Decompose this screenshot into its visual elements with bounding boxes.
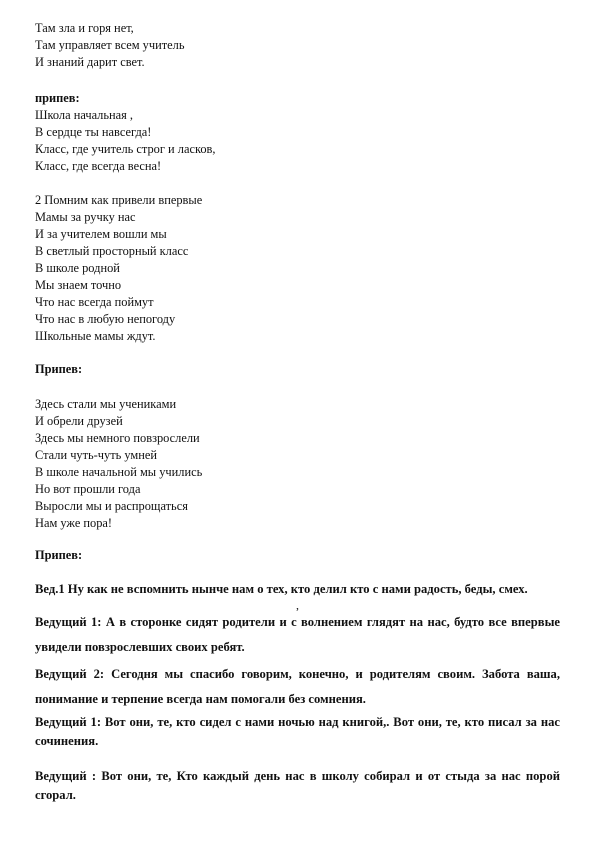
chorus-heading: припев:	[35, 91, 80, 105]
chorus-line: В сердце ты навсегда!	[35, 125, 152, 139]
speech-text: Сегодня мы спасибо говорим, конечно, и родителям своим. Забота ваша, понимание и терпение всегда нам помогали без сомнения.	[35, 667, 561, 706]
chorus1	[35, 90, 216, 175]
verse-line: Там зла и горя нет,	[35, 21, 134, 35]
speech-text: А в сторонке сидят родители и с волнением глядят на нас, будто все впервые увидели повзрослевших своих ребят.	[35, 615, 560, 654]
verse-line: Стали чуть-чуть умней	[35, 448, 158, 462]
speaker-label: Ведущий 2:	[35, 667, 105, 681]
verse1-ending	[35, 20, 184, 71]
host-paragraph	[35, 713, 560, 751]
verse-line: В светлый просторный класс	[35, 244, 189, 258]
speech-text: Вот они, те, кто сидел с нами ночью над книгой,. Вот они, те, кто писал за нас сочинения.	[35, 715, 560, 748]
verse-line: Что нас в любую непогоду	[35, 312, 176, 326]
verse-line: Школьные мамы ждут.	[35, 329, 156, 343]
verse-line: Мы знаем точно	[35, 278, 122, 292]
speaker-label: Ведущий :	[35, 769, 97, 783]
chorus-line: Класс, где всегда весна!	[35, 159, 162, 173]
speech-text: Ну как не вспомнить нынче нам о тех, кто делил кто с нами радость, беды, смех.	[64, 582, 528, 596]
speech-text: Вот они, те, Кто каждый день нас в школу собирал и от стыда за нас порой сгорал.	[35, 769, 560, 802]
verse3	[35, 396, 202, 532]
chorus-heading: Припев:	[35, 548, 83, 562]
chorus-line: Класс, где учитель строг и ласков,	[35, 142, 216, 156]
speaker-label: Ведущий 1:	[35, 715, 102, 729]
stray-comma: ,	[296, 598, 299, 612]
verse-line: Выросли мы и распрощаться	[35, 499, 188, 513]
verse-line: И за учителем вошли мы	[35, 227, 167, 241]
verse-line: В школе родной	[35, 261, 120, 275]
verse-line: Нам уже пора!	[35, 516, 113, 530]
verse-line: Там управляет всем учитель	[35, 38, 185, 52]
verse-line: Здесь мы немного повзрослели	[35, 431, 200, 445]
verse-line: Что нас всегда поймут	[35, 295, 154, 309]
speaker-label: Вед.1	[35, 582, 65, 596]
verse-line: И знаний дарит свет.	[35, 55, 145, 69]
host-paragraph	[35, 610, 560, 660]
chorus-line: Школа начальная ,	[35, 108, 134, 122]
host-paragraph	[35, 662, 560, 712]
verse-line: И обрели друзей	[35, 414, 123, 428]
chorus-heading: Припев:	[35, 362, 83, 376]
host-paragraph	[35, 767, 560, 805]
verse2	[35, 192, 202, 345]
chorus3	[35, 547, 82, 564]
verse-line: Но вот прошли года	[35, 482, 141, 496]
chorus2	[35, 361, 82, 378]
verse-line: Мамы за ручку нас	[35, 210, 136, 224]
speaker-label: Ведущий 1:	[35, 615, 102, 629]
verse-line: Здесь стали мы учениками	[35, 397, 177, 411]
verse-line: В школе начальной мы учились	[35, 465, 203, 479]
verse-line: 2 Помним как привели впервые	[35, 193, 203, 207]
